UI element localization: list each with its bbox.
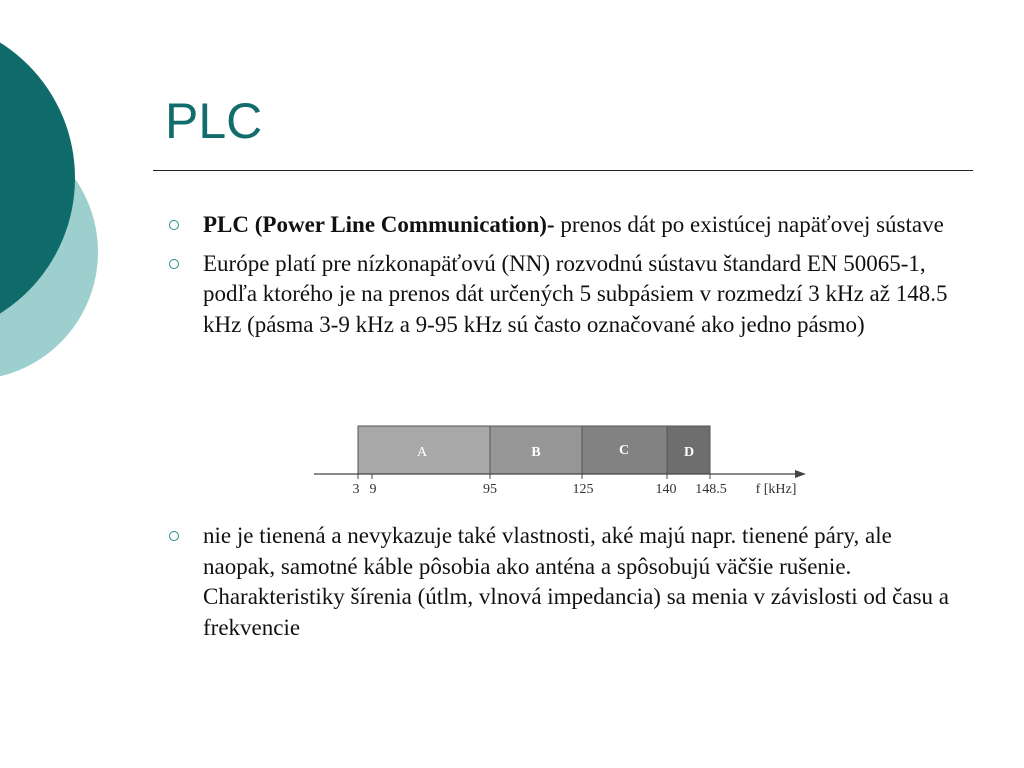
- bullet-circle-icon: [169, 531, 179, 541]
- tick-label: 125: [572, 482, 594, 497]
- axis-label: f [kHz]: [755, 482, 797, 497]
- tick-label: 9: [369, 482, 377, 497]
- band-c-label: C: [618, 443, 630, 458]
- bullet-2-text: Európe platí pre nízkonapäťovú (NN) rozvodnú sústavu štandard EN 50065-1, podľa ktorého je na prenos dát určených 5 subpásiem v rozmedzí 3 kHz až 148.5 kHz (pásma 3-9 kHz a 9-95 kHz sú často označované ako jedno pásmo): [203, 250, 948, 337]
- band-a-label: A: [416, 445, 428, 460]
- axis-arrow-icon: [795, 470, 806, 478]
- bullet-item-2: [165, 249, 965, 341]
- bullet-item-1: [165, 210, 965, 241]
- tick-label: 95: [483, 482, 497, 497]
- bullet-circle-icon: [169, 259, 179, 269]
- frequency-band-diagram: [300, 415, 820, 505]
- tick-label: 3: [352, 482, 360, 497]
- slide-title: PLC: [165, 93, 263, 149]
- bullet-1-text: prenos dát po existúcej napäťovej sústave: [554, 212, 944, 237]
- bullet-list-top: [165, 210, 965, 348]
- bullet-1-bold: PLC (Power Line Communication)-: [203, 212, 555, 237]
- bullet-circle-icon: [169, 220, 179, 230]
- band-d-label: D: [683, 445, 695, 460]
- bullet-item-3: [165, 521, 965, 643]
- dark-teal-circle: [0, 18, 75, 338]
- band-b-label: B: [531, 445, 541, 460]
- title-divider: [153, 170, 973, 171]
- bullet-list-bottom: [165, 521, 965, 643]
- tick-label: 140: [655, 482, 677, 497]
- tick-label: 148.5: [695, 482, 727, 497]
- light-teal-circle: [0, 124, 98, 380]
- bullet-3-text: nie je tienená a nevykazuje také vlastnosti, aké majú napr. tienené páry, ale naopak, samotné káble pôsobia ako anténa a spôsobujú väčšie rušenie. Charakteristiky šírenia (útlm, vlnová impedancia) sa menia v závislosti od času a frekvencie: [203, 523, 950, 640]
